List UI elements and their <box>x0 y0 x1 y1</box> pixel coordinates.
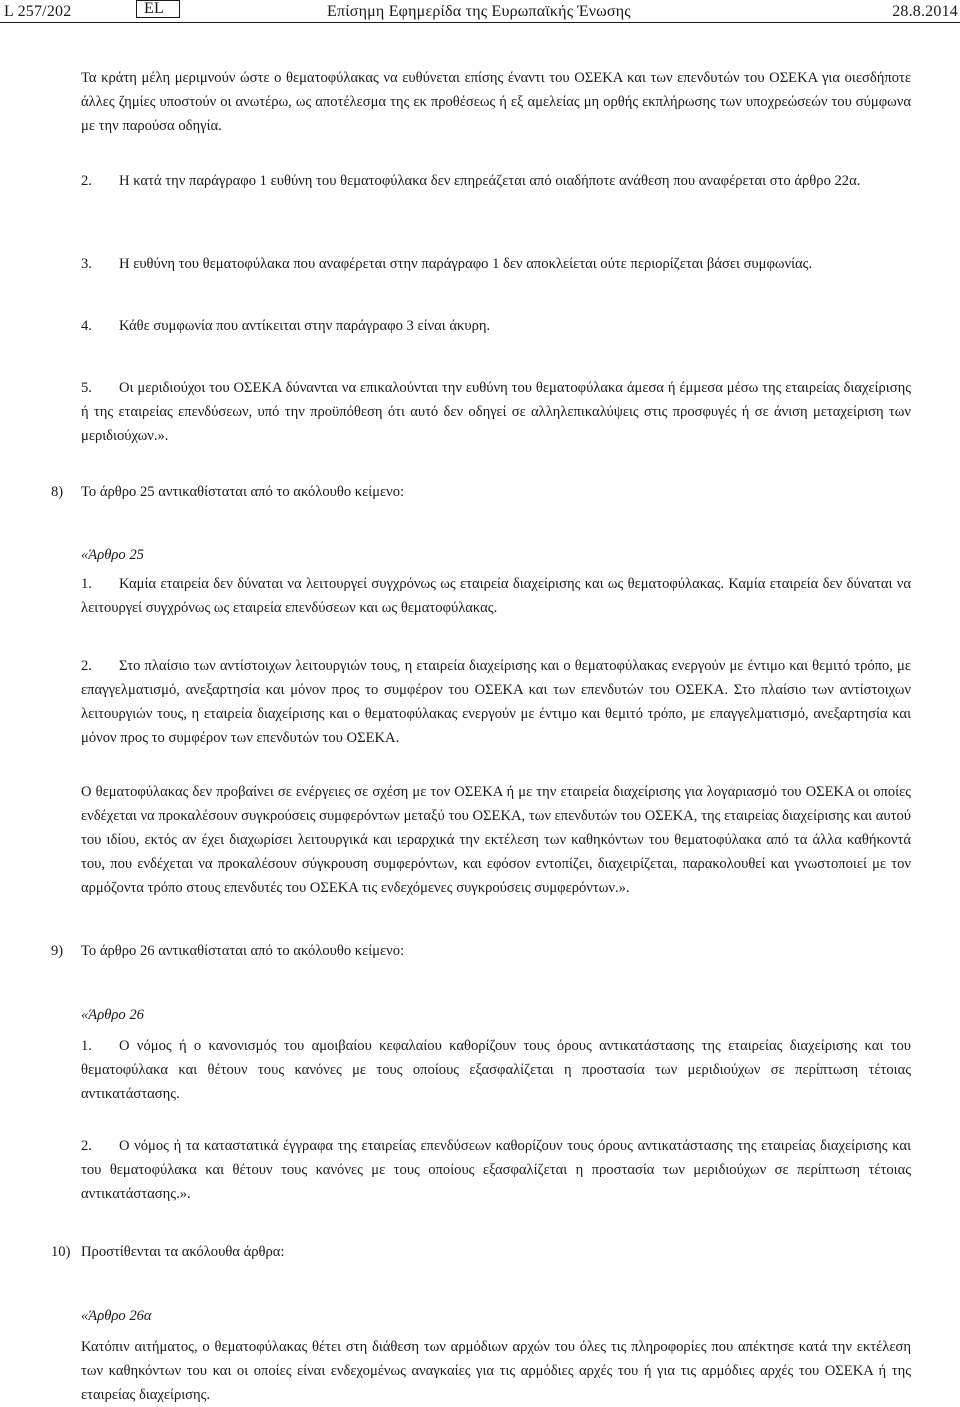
paragraph-5 <box>81 376 911 448</box>
paragraph-text: Οι μεριδιούχοι του ΟΣΕΚΑ δύνανται να επικαλούνται την ευθύνη του θεματοφύλακα άμεσα ή έμμεσα μέσω της εταιρείας διαχείρισης ή της εταιρείας επενδύσεων, υπό την προϋπόθεση ότι αυτό δεν οδηγεί σε αλληλεπικαλύψεις στις προσφυγές ή σε άνιση μεταχείριση των μεριδιούχων.». <box>81 380 911 444</box>
paragraph-number: 4. <box>81 318 92 334</box>
item-text: Το άρθρο 26 αντικαθίσταται από το ακόλουθο κείμενο: <box>81 943 405 959</box>
article-26a-heading: «Άρθρο 26α <box>81 1308 152 1324</box>
item-number: 9) <box>51 943 64 959</box>
item-number: 10) <box>51 1244 71 1260</box>
item-text: Το άρθρο 25 αντικαθίσταται από το ακόλουθο κείμενο: <box>81 484 405 500</box>
journal-title: Επίσημη Εφημερίδα της Ευρωπαϊκής Ένωσης <box>327 3 631 20</box>
paragraph-text: Καμία εταιρεία δεν δύναται να λειτουργεί συγχρόνως ως εταιρεία διαχείρισης και ως θεματοφύλακας. Καμία εταιρεία δεν δύναται να λειτουργεί συγχρόνως ως εταιρεία επενδύσεων και ως θεματοφύλακας. <box>81 576 911 616</box>
item-text: Προστίθενται τα ακόλουθα άρθρα: <box>81 1244 285 1260</box>
paragraph-number: 1. <box>81 1038 92 1054</box>
article-26-heading: «Άρθρο 26 <box>81 1007 144 1023</box>
article-25-heading: «Άρθρο 25 <box>81 547 144 563</box>
article-25-paragraph-1 <box>81 572 911 620</box>
paragraph-number: 5. <box>81 380 92 396</box>
paragraph-text: Κάθε συμφωνία που αντίκειται στην παράγραφο 3 είναι άκυρη. <box>119 318 491 334</box>
paragraph-4 <box>81 314 911 338</box>
paragraph-text: Ο νόμος ή τα καταστατικά έγγραφα της εταιρείας επενδύσεων καθορίζουν τους όρους αντικατάστασης της εταιρείας διαχείρισης και του θεματοφύλακα και θέτουν τους κανόνες με τους οποίους εξασφαλίζεται η προστασία των μεριδιούχων σε περίπτωση τέτοιας αντικατάστασης.». <box>81 1138 911 1202</box>
paragraph-number: 2. <box>81 1138 92 1154</box>
article-25-paragraph-2 <box>81 654 911 750</box>
amendment-item-10 <box>51 1240 911 1264</box>
publication-date: 28.8.2014 <box>892 3 958 20</box>
article-25-paragraph-3: Ο θεματοφύλακας δεν προβαίνει σε ενέργειες σε σχέση με τον ΟΣΕΚΑ ή με την εταιρεία διαχείρισης για λογαριασμό του ΟΣΕΚΑ οι οποίες ενδέχεται να προκαλέσουν συγκρούσεις συμφερόντων μεταξύ του ΟΣΕΚΑ, των επενδυτών του ΟΣΕΚΑ, της εταιρείας διαχείρισης και αυτού του ιδίου, εκτός αν έχει διαχωρίσει λειτουργικά και ιεραρχικά την εκτέλεση των καθηκόντων του θεματοφύλακα από τα άλλα καθήκοντά του, που ενδέχεται να προκαλέσουν σύγκρουση συμφερόντων, και εφόσον εντοπίζει, διαχειρίζεται, παρακολουθεί και γνωστοποιεί με τον αρμόζοντα τρόπο στους επενδυτές του ΟΣΕΚΑ τις ενδεχόμενες συγκρούσεις συμφερόντων.». <box>81 784 911 896</box>
header-divider <box>0 22 960 23</box>
paragraph-intro: Τα κράτη μέλη μεριμνούν ώστε ο θεματοφύλακας να ευθύνεται επίσης έναντι του ΟΣΕΚΑ και των επενδυτών του ΟΣΕΚΑ για οιεσδήποτε άλλες ζημίες υποστούν οι ανωτέρω, ως αποτέλεσμα της εκ προθέσεως ή εξ αμελείας μη ορθής εκπλήρωσης των υποχρεώσεών του σύμφωνα με την παρούσα οδηγία. <box>81 70 911 134</box>
paragraph-number: 3. <box>81 256 92 272</box>
paragraph-text: Στο πλαίσιο των αντίστοιχων λειτουργιών τους, η εταιρεία διαχείρισης και ο θεματοφύλακας ενεργούν με έντιμο και θεμιτό τρόπο, με επαγγελματισμό, ανεξαρτησία και μόνον προς το συμφέρον του ΟΣΕΚΑ και των επενδυτών του ΟΣΕΚΑ. Στο πλαίσιο των αντίστοιχων λειτουργιών τους, η εταιρεία διαχείρισης και ο θεματοφύλακας ενεργούν με έντιμο και θεμιτό τρόπο, με επαγγελματισμό, ανεξαρτησία και μόνον προς το συμφέρον των επενδυτών του ΟΣΕΚΑ. <box>81 658 911 746</box>
paragraph-number: 2. <box>81 173 92 189</box>
paragraph-text: Η ευθύνη του θεματοφύλακα που αναφέρεται στην παράγραφο 1 δεν αποκλείεται ούτε περιορίζεται βάσει συμφωνίας. <box>119 256 813 272</box>
article-26-paragraph-1 <box>81 1034 911 1106</box>
item-number: 8) <box>51 484 64 500</box>
paragraph-number: 1. <box>81 576 92 592</box>
amendment-item-8 <box>51 480 911 504</box>
paragraph-text: Η κατά την παράγραφο 1 ευθύνη του θεματοφύλακα δεν επηρεάζεται από οιαδήποτε ανάθεση που αναφέρεται στο άρθρο 22α. <box>119 173 861 189</box>
amendment-item-9 <box>51 939 911 963</box>
paragraph-3 <box>81 252 911 276</box>
paragraph-2 <box>81 169 911 193</box>
language-badge: EL <box>136 0 180 18</box>
page-header <box>0 0 960 22</box>
article-26-paragraph-2 <box>81 1134 911 1206</box>
paragraph-text: Ο νόμος ή ο κανονισμός του αμοιβαίου κεφαλαίου καθορίζουν τους όρους αντικατάστασης της εταιρείας διαχείρισης και του θεματοφύλακα και θέτουν τους κανόνες με τους οποίους εξασφαλίζεται η προστασία των μεριδιούχων σε περίπτωση τέτοιας αντικατάστασης. <box>81 1038 911 1102</box>
page-reference: L 257/202 <box>4 3 72 20</box>
paragraph-number: 2. <box>81 658 92 674</box>
article-26a-paragraph-1: Κατόπιν αιτήματος, ο θεματοφύλακας θέτει στη διάθεση των αρμόδιων αρχών του όλες τις πληροφορίες που απέκτησε κατά την εκτέλεση των καθηκόντων του και οι οποίες είναι ενδεχομένως αναγκαίες για τις αρμόδιες αρχές του ή για τις αρμόδιες αρχές του ΟΣΕΚΑ ή της εταιρείας διαχείρισης. <box>81 1339 911 1403</box>
